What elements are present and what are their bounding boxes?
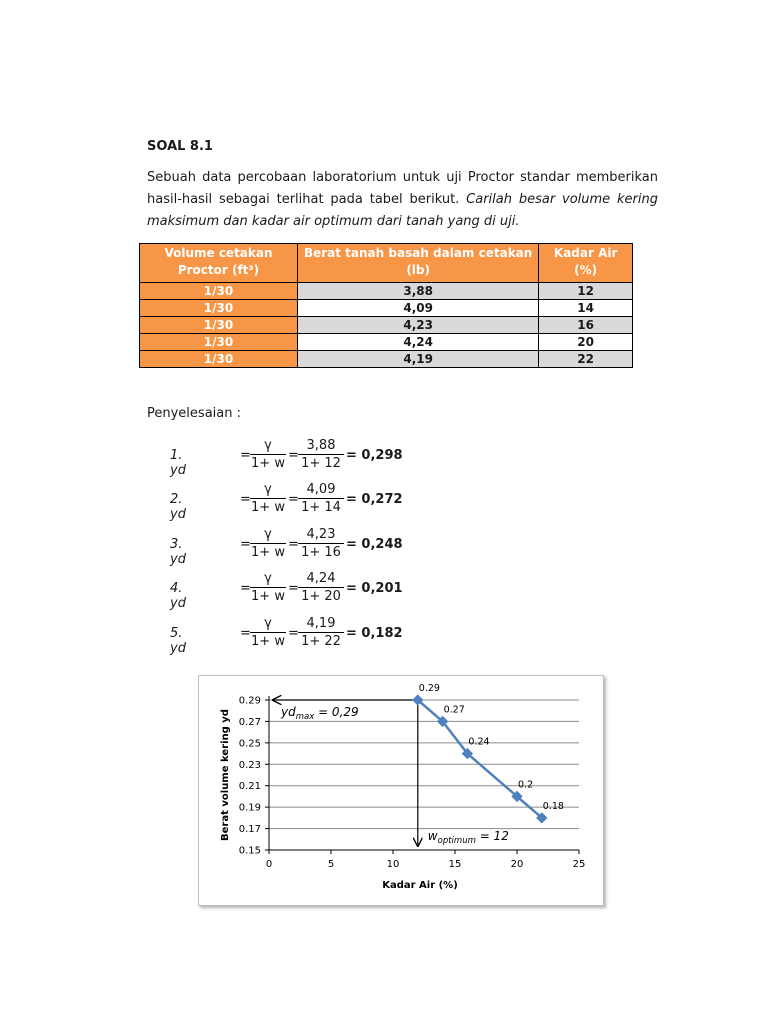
fraction-numerator: γ (250, 571, 286, 588)
gamma-fraction (250, 438, 286, 473)
y-tick-label: 0.15 (238, 845, 261, 857)
woptimum-annotation: $w_{optimum} = 12$ (427, 829, 509, 846)
y-tick-label: 0.23 (238, 759, 261, 771)
y-tick-label: 0.29 (238, 695, 261, 707)
value-fraction (298, 616, 344, 651)
x-tick-label: 20 (510, 859, 524, 870)
cell-water: 16 (539, 317, 633, 334)
y-tick-label: 0.17 (238, 824, 261, 836)
fraction-denominator: 1+ 14 (301, 500, 341, 515)
ydmax-annotation: $yd_{max} = 0,29$ (281, 705, 359, 722)
y-tick-label: 0.27 (238, 716, 261, 728)
cell-volume: 1/30 (140, 351, 298, 368)
equals-sign: = (240, 537, 251, 552)
fraction-denominator: 1+ 22 (301, 634, 341, 649)
equation-number: 2. yd (170, 492, 186, 522)
gamma-fraction (250, 571, 286, 606)
cell-volume: 1/30 (140, 317, 298, 334)
data-label: 0.27 (443, 704, 465, 716)
cell-water: 20 (539, 334, 633, 351)
fraction-numerator: γ (250, 438, 286, 455)
cell-water: 14 (539, 300, 633, 317)
table-row (140, 334, 633, 351)
fraction-numerator: γ (250, 482, 286, 499)
statement-question: Carilah besar volume kering maksimum dan kadar air optimum dari tanah yang di uji. (147, 192, 658, 229)
fraction-numerator: 4,09 (298, 482, 344, 499)
cell-volume: 1/30 (140, 334, 298, 351)
fraction-numerator: 3,88 (298, 438, 344, 455)
gamma-fraction (250, 482, 286, 517)
value-fraction (298, 438, 344, 473)
equals-sign: = (240, 581, 251, 596)
cell-weight: 4,24 (298, 334, 539, 351)
cell-water: 12 (539, 283, 633, 300)
equals-sign: = (288, 448, 299, 463)
chart-svg (199, 676, 603, 905)
data-label: 0.24 (468, 736, 490, 748)
fraction-denominator: 1+ 20 (301, 589, 341, 604)
data-series-line (418, 700, 542, 818)
equation-number: 3. yd (170, 537, 186, 567)
equals-sign: = (288, 581, 299, 596)
proctor-data-table (139, 243, 633, 368)
data-label: 0.29 (418, 683, 440, 694)
value-fraction (298, 527, 344, 562)
equation-result: = 0,201 (346, 581, 403, 596)
cell-volume: 1/30 (140, 283, 298, 300)
equals-sign: = (288, 492, 299, 507)
fraction-numerator: 4,19 (298, 616, 344, 633)
cell-weight: 4,23 (298, 317, 539, 334)
equation-result: = 0,248 (346, 537, 403, 552)
cell-water: 22 (539, 351, 633, 368)
x-tick-label: 0 (265, 859, 273, 870)
equation-number: 1. yd (170, 448, 186, 478)
equals-sign: = (288, 537, 299, 552)
y-tick-label: 0.21 (238, 781, 261, 793)
fraction-denominator: 1+ w (251, 634, 285, 649)
equals-sign: = (240, 448, 251, 463)
y-tick-label: 0.19 (238, 802, 261, 814)
problem-title: SOAL 8.1 (147, 139, 213, 154)
table-row (140, 351, 633, 368)
cell-volume: 1/30 (140, 300, 298, 317)
solution-label: Penyelesaian : (147, 406, 241, 421)
equation-number: 5. yd (170, 626, 186, 656)
value-fraction (298, 482, 344, 517)
fraction-numerator: 4,24 (298, 571, 344, 588)
equation-result: = 0,272 (346, 492, 403, 507)
fraction-numerator: 4,23 (298, 527, 344, 544)
fraction-denominator: 1+ w (251, 589, 285, 604)
equals-sign: = (240, 626, 251, 641)
statement-text: Sebuah data percobaan laboratorium untuk uji Proctor standar memberikan hasil-hasil sebagai terlihat pada tabel berikut. (147, 170, 658, 207)
value-fraction (298, 571, 344, 606)
table-row (140, 300, 633, 317)
x-tick-label: 25 (572, 859, 586, 870)
header-volume: Volume cetakan Proctor (ft³) (140, 244, 298, 283)
fraction-denominator: 1+ w (251, 500, 285, 515)
table-row (140, 283, 633, 300)
gamma-fraction (250, 527, 286, 562)
x-tick-label: 15 (448, 859, 462, 870)
table-row (140, 317, 633, 334)
x-tick-label: 10 (386, 859, 400, 870)
equals-sign: = (240, 492, 251, 507)
header-weight: Berat tanah basah dalam cetakan (lb) (298, 244, 539, 283)
problem-statement (147, 167, 658, 233)
fraction-numerator: γ (250, 616, 286, 633)
table-header-row (140, 244, 633, 283)
equation-result: = 0,298 (346, 448, 403, 463)
data-label: 0.18 (542, 800, 564, 812)
fraction-denominator: 1+ w (251, 545, 285, 560)
cell-weight: 3,88 (298, 283, 539, 300)
fraction-denominator: 1+ 12 (301, 456, 341, 471)
compaction-chart (198, 675, 604, 906)
x-axis-title: Kadar Air (%) (382, 880, 458, 891)
fraction-denominator: 1+ 16 (301, 545, 341, 560)
y-tick-label: 0.25 (238, 738, 261, 750)
cell-weight: 4,19 (298, 351, 539, 368)
x-tick-label: 5 (327, 859, 335, 870)
cell-weight: 4,09 (298, 300, 539, 317)
equals-sign: = (288, 626, 299, 641)
header-water: Kadar Air (%) (539, 244, 633, 283)
gamma-fraction (250, 616, 286, 651)
equation-result: = 0,182 (346, 626, 403, 641)
data-label: 0.2 (518, 779, 534, 791)
fraction-numerator: γ (250, 527, 286, 544)
y-axis-title: Berat volume kering yd (220, 709, 231, 841)
equation-number: 4. yd (170, 581, 186, 611)
fraction-denominator: 1+ w (251, 456, 285, 471)
